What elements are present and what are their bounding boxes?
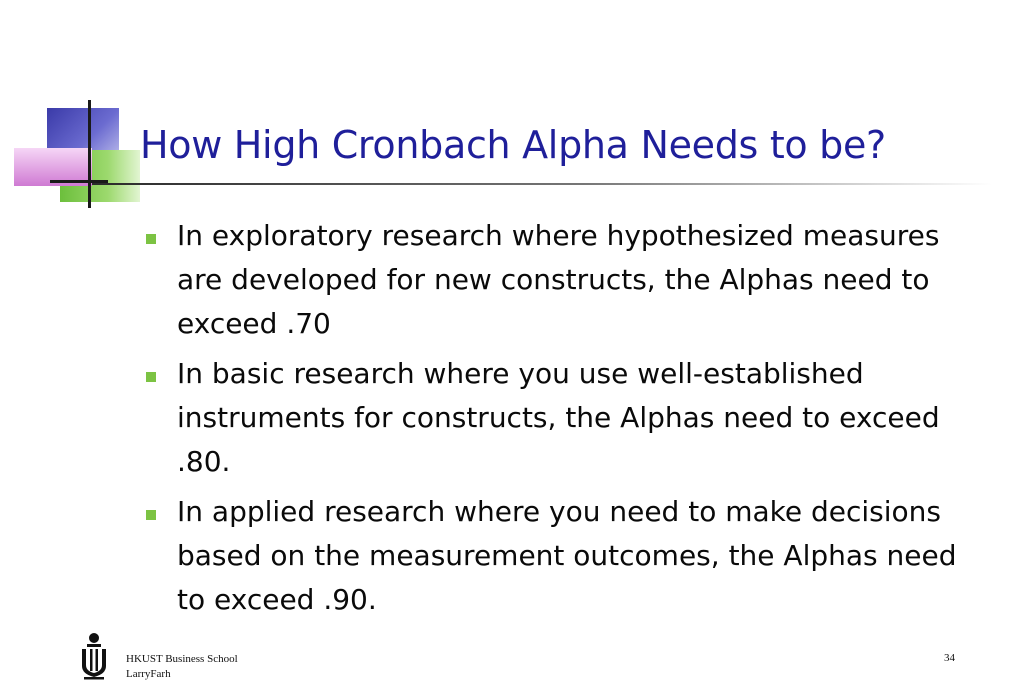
footer-school: HKUST Business School [126, 653, 238, 665]
footer-credit [126, 652, 238, 682]
square-bullet-icon [146, 372, 156, 382]
bullet-item [146, 214, 986, 346]
bullet-text: In basic research where you use well-established instruments for constructs, the Alphas need to exceed .80. [177, 357, 940, 478]
bullet-text: In applied research where you need to make decisions based on the measurement outcomes, the Alphas need to exceed .90. [177, 495, 957, 616]
square-bullet-icon [146, 234, 156, 244]
page-number: 34 [944, 652, 955, 664]
bullet-item [146, 352, 986, 484]
bullet-item [146, 490, 986, 622]
slide-title: How High Cronbach Alpha Needs to be? [140, 123, 886, 167]
hkust-logo-icon [78, 632, 110, 680]
bullet-text: In exploratory research where hypothesized measures are developed for new constructs, the Alphas need to exceed .70 [177, 219, 940, 340]
square-bullet-icon [146, 510, 156, 520]
title-underline [92, 183, 992, 185]
footer-author: LarryFarh [126, 668, 171, 680]
decorative-vertical-line [88, 100, 91, 208]
bullet-list [146, 214, 986, 628]
